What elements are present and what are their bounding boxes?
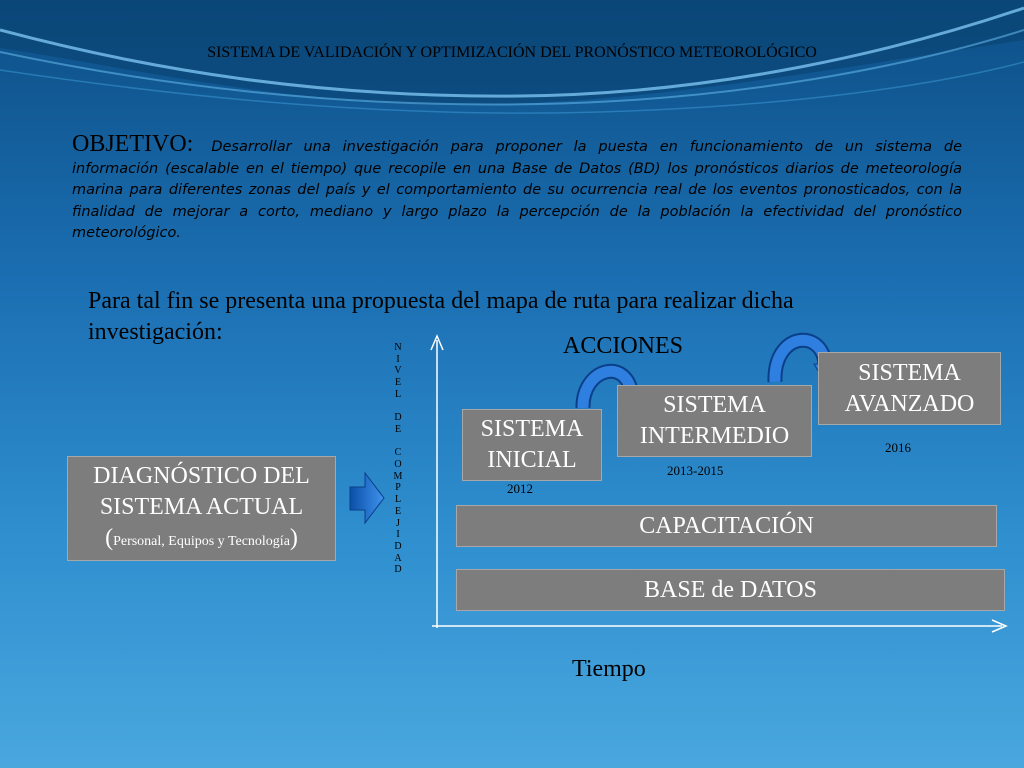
y-axis-letter: V (394, 365, 402, 377)
diagnostico-open-paren: ( (105, 524, 114, 551)
objective-heading: OBJETIVO: (72, 131, 194, 157)
y-axis-letter: E (394, 505, 402, 517)
x-axis (432, 620, 1006, 632)
diagnostico-close-paren: ) (289, 524, 298, 551)
acciones-label: ACCIONES (563, 333, 684, 359)
intermedio-line2: INTERMEDIO (639, 423, 790, 449)
y-axis-letter: L (394, 494, 402, 506)
base-datos-bar: BASE de DATOS (456, 569, 1005, 611)
y-axis-label (388, 342, 408, 576)
inicial-line2: INICIAL (487, 447, 577, 473)
y-axis-letter: M (393, 470, 403, 482)
y-axis-letter (388, 401, 408, 413)
y-axis-letter: E (394, 377, 402, 389)
y-axis-letter: D (394, 412, 402, 424)
y-axis-letter: D (394, 540, 402, 552)
objective-text: Desarrollar una investigación para proponer la puesta en funcionamiento de un sistema de información (escalable en el tiempo) que recopile en una Base de Datos (BD) los pronósticos diarios de meteorología marina para diferentes zonas del país y el comportamiento de su ocurrencia real de los eventos pronosticados, con la finalidad de mejorar a corto, mediano y largo plazo la percepción de la población la efectividad del pronóstico meteorológico. (72, 139, 962, 241)
diagnostico-line2: SISTEMA ACTUAL (99, 493, 304, 520)
inicial-line1: SISTEMA (480, 416, 584, 442)
header-wave-decoration (0, 0, 1024, 130)
sistema-avanzado-box (818, 352, 1001, 425)
y-axis-letter: D (394, 564, 402, 576)
year-avanzado: 2016 (885, 440, 911, 455)
intermedio-line1: SISTEMA (663, 392, 766, 418)
y-axis-letter: N (394, 342, 402, 353)
year-inicial: 2012 (507, 481, 533, 496)
diagnostico-line1: DIAGNÓSTICO DEL (93, 462, 310, 489)
y-axis-letter: I (396, 353, 400, 365)
y-axis-letter: L (394, 388, 402, 400)
y-axis-letter: A (394, 552, 402, 564)
year-intermedio: 2013-2015 (667, 463, 724, 478)
intro-text: Para tal fin se presenta una propuesta del mapa de ruta para realizar dicha investigación: (88, 288, 794, 345)
y-axis-letter: I (396, 529, 400, 541)
avanzado-line2: AVANZADO (844, 390, 975, 417)
block-arrow-right-icon (350, 473, 384, 523)
page-title: SISTEMA DE VALIDACIÓN Y OPTIMIZACIÓN DEL PRONÓSTICO METEOROLÓGICO (207, 44, 817, 61)
sistema-intermedio-box (617, 385, 812, 457)
y-axis-letter: E (394, 423, 402, 435)
diagnostico-box (67, 456, 336, 561)
y-axis-letter: J (396, 517, 400, 529)
y-axis-letter: O (394, 459, 402, 471)
sistema-inicial-box (462, 409, 602, 481)
y-axis-letter (388, 436, 408, 448)
diagnostico-sub: Personal, Equipos y Tecnología (113, 533, 290, 549)
y-axis-letter: P (395, 482, 401, 494)
y-axis-letter: C (394, 447, 402, 459)
avanzado-line1: SISTEMA (858, 359, 961, 386)
objective-paragraph (72, 131, 962, 245)
y-axis (431, 336, 443, 628)
capacitacion-bar: CAPACITACIÓN (456, 505, 997, 547)
x-axis-label: Tiempo (572, 656, 646, 682)
